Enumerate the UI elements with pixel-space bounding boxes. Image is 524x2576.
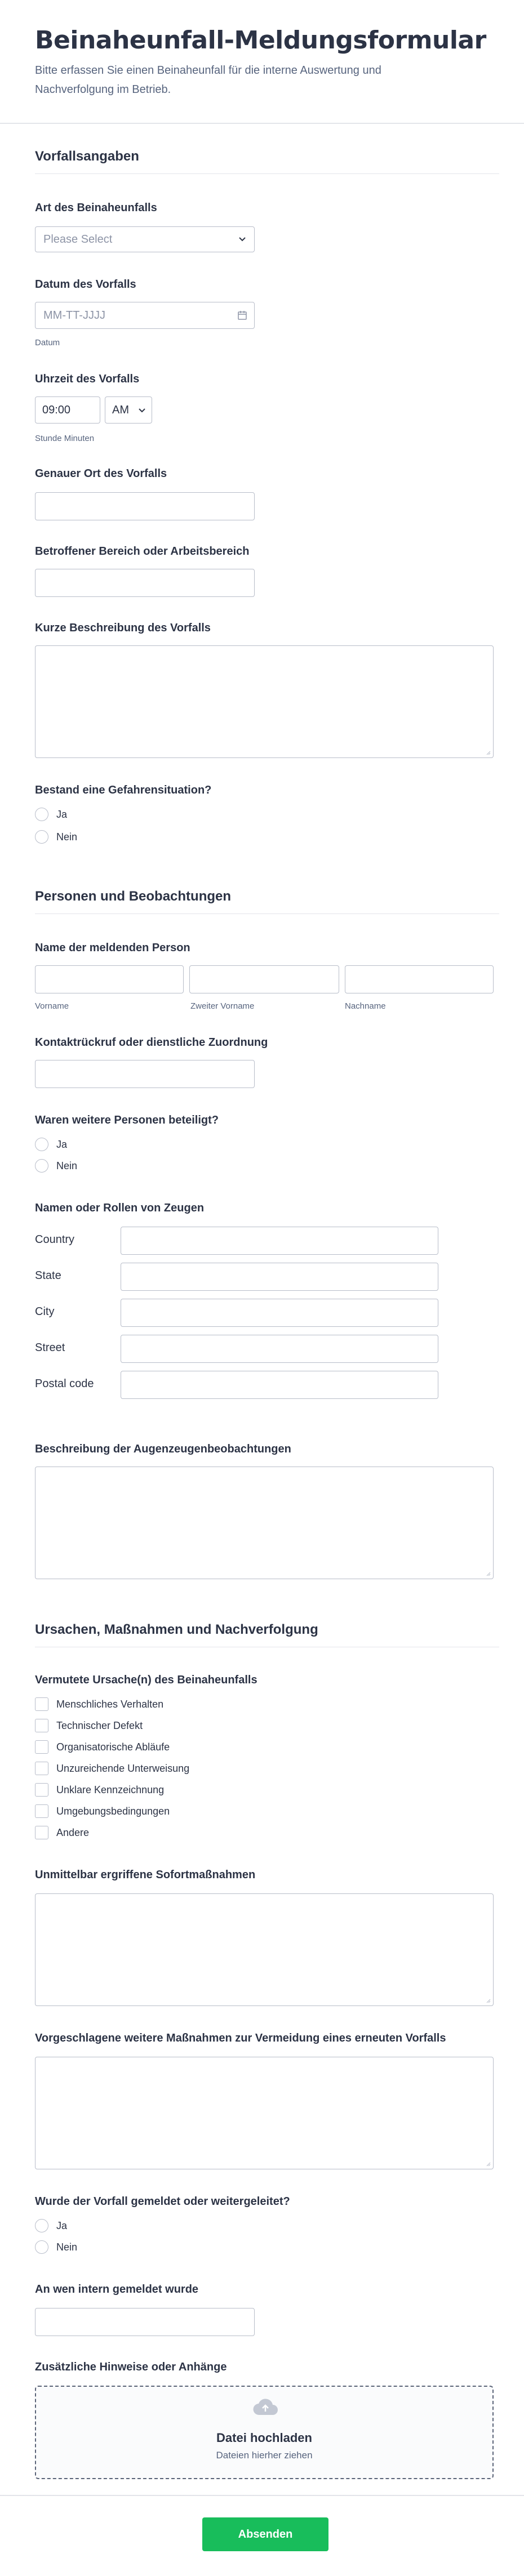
witness-country-input[interactable] [121, 1227, 438, 1255]
form-subtitle: Bitte erfassen Sie einen Beinaheunfall für die interne Auswertung und Nachverfolgung im Betrieb. [35, 64, 381, 96]
others-radio-yes[interactable] [35, 1138, 48, 1151]
reporter-name-label: Name der meldenden Person [35, 942, 190, 954]
middle-name-sublabel: Zweiter Vorname [190, 1001, 255, 1011]
incident-description-label: Kurze Beschreibung des Vorfalls [35, 622, 211, 634]
incident-time-label: Uhrzeit des Vorfalls [35, 373, 140, 385]
cause-checkbox-human[interactable] [35, 1697, 48, 1711]
others-option-yes: Ja [56, 1139, 68, 1150]
first-name-input[interactable] [35, 965, 184, 993]
affected-area-label: Betroffener Bereich oder Arbeitsbereich [35, 545, 250, 558]
cause-option-marking: Unklare Kennzeichnung [56, 1784, 165, 1795]
section-divider [35, 913, 499, 914]
proposed-measures-label: Vorgeschlagene weitere Maßnahmen zur Vermeidung eines erneuten Vorfalls [35, 2032, 446, 2044]
incident-location-input[interactable] [35, 492, 255, 520]
witness-city-input[interactable] [121, 1299, 438, 1327]
reported-question-label: Wurde der Vorfall gemeldet oder weitergeleitet? [35, 2195, 290, 2208]
incident-description-textarea[interactable] [35, 645, 494, 758]
reported-to-label: An wen intern gemeldet wurde [35, 2283, 199, 2296]
incident-type-placeholder: Please Select [43, 233, 113, 246]
cause-option-human: Menschliches Verhalten [56, 1699, 164, 1710]
incident-location-label: Genauer Ort des Vorfalls [35, 467, 167, 480]
witness-postal-label: Postal code [35, 1378, 94, 1390]
causes-label: Vermutete Ursache(n) des Beinaheunfalls [35, 1674, 257, 1686]
danger-question-label: Bestand eine Gefahrensituation? [35, 784, 212, 796]
resize-grip-icon[interactable] [485, 750, 491, 755]
cause-option-training: Unzureichende Unterweisung [56, 1763, 190, 1774]
cause-checkbox-technical[interactable] [35, 1719, 48, 1732]
witness-state-input[interactable] [121, 1263, 438, 1291]
cause-checkbox-training[interactable] [35, 1762, 48, 1775]
cloud-upload-icon [252, 2398, 278, 2416]
incident-date-placeholder: MM-TT-JJJJ [43, 309, 105, 322]
reported-radio-yes[interactable] [35, 2219, 48, 2232]
upload-title: Datei hochladen [216, 2431, 312, 2445]
submit-button[interactable]: Absenden [202, 2517, 328, 2551]
affected-area-input[interactable] [35, 569, 255, 597]
cause-option-technical: Technischer Defekt [56, 1720, 143, 1731]
witness-country-label: Country [35, 1233, 75, 1246]
resize-grip-icon[interactable] [485, 1998, 491, 2003]
danger-option-yes: Ja [56, 809, 68, 820]
others-radio-no[interactable] [35, 1159, 48, 1173]
incident-date-input[interactable] [35, 302, 255, 329]
file-upload-dropzone[interactable] [35, 2386, 494, 2479]
incident-time-value: 09:00 [42, 404, 71, 416]
first-name-sublabel: Vorname [35, 1001, 69, 1011]
footer-divider [0, 2495, 524, 2496]
danger-radio-yes[interactable] [35, 808, 48, 821]
incident-ampm-select[interactable] [105, 396, 152, 424]
attachments-label: Zusätzliche Hinweise oder Anhänge [35, 2361, 227, 2373]
proposed-measures-textarea[interactable] [35, 2057, 494, 2169]
cause-checkbox-other[interactable] [35, 1826, 48, 1839]
danger-option-no: Nein [56, 831, 78, 843]
incident-date-label: Datum des Vorfalls [35, 278, 136, 291]
reported-option-no: Nein [56, 2241, 78, 2253]
section-title-incident: Vorfallsangaben [35, 149, 139, 164]
middle-name-input[interactable] [189, 965, 339, 993]
cause-option-organisational: Organisatorische Abläufe [56, 1741, 170, 1753]
reported-radio-no[interactable] [35, 2240, 48, 2254]
contact-input[interactable] [35, 1060, 255, 1088]
observations-textarea[interactable] [35, 1467, 494, 1579]
danger-radio-no[interactable] [35, 830, 48, 844]
incident-date-sublabel: Datum [35, 338, 60, 347]
incident-time-input[interactable] [35, 396, 100, 424]
header-divider [0, 123, 524, 124]
witness-city-label: City [35, 1305, 55, 1318]
section-title-people: Personen und Beobachtungen [35, 889, 232, 904]
cause-checkbox-organisational[interactable] [35, 1740, 48, 1754]
witness-label: Namen oder Rollen von Zeugen [35, 1202, 205, 1214]
witness-street-input[interactable] [121, 1335, 438, 1363]
incident-type-label: Art des Beinaheunfalls [35, 202, 157, 214]
resize-grip-icon[interactable] [485, 1571, 491, 1576]
cause-option-environment: Umgebungsbedingungen [56, 1806, 170, 1817]
immediate-measures-textarea[interactable] [35, 1893, 494, 2006]
last-name-sublabel: Nachname [345, 1001, 386, 1011]
cause-option-other: Andere [56, 1827, 90, 1838]
observations-label: Beschreibung der Augenzeugenbeobachtungen [35, 1443, 291, 1455]
incident-ampm-value: AM [112, 404, 129, 416]
last-name-input[interactable] [345, 965, 494, 993]
resize-grip-icon[interactable] [485, 2161, 491, 2167]
contact-label: Kontaktrückruf oder dienstliche Zuordnung [35, 1036, 268, 1049]
upload-hint: Dateien hierher ziehen [216, 2450, 313, 2461]
witness-postal-input[interactable] [121, 1371, 438, 1399]
cause-checkbox-environment[interactable] [35, 1804, 48, 1818]
section-title-causes: Ursachen, Maßnahmen und Nachverfolgung [35, 1622, 318, 1637]
reported-option-yes: Ja [56, 2220, 68, 2231]
cause-checkbox-marking[interactable] [35, 1783, 48, 1797]
reported-to-input[interactable] [35, 2308, 255, 2336]
others-option-no: Nein [56, 1160, 78, 1171]
witness-state-label: State [35, 1269, 61, 1282]
immediate-measures-label: Unmittelbar ergriffene Sofortmaßnahmen [35, 1869, 256, 1881]
chevron-down-icon [238, 237, 246, 242]
witness-street-label: Street [35, 1342, 65, 1354]
incident-type-select[interactable] [35, 226, 255, 252]
chevron-down-icon [138, 408, 146, 413]
calendar-icon[interactable] [237, 310, 247, 320]
incident-time-sublabel: Stunde Minuten [35, 434, 95, 443]
others-question-label: Waren weitere Personen beteiligt? [35, 1114, 219, 1126]
form-title: Beinaheunfall-Meldungsformular [35, 26, 486, 55]
section-divider [35, 173, 499, 174]
